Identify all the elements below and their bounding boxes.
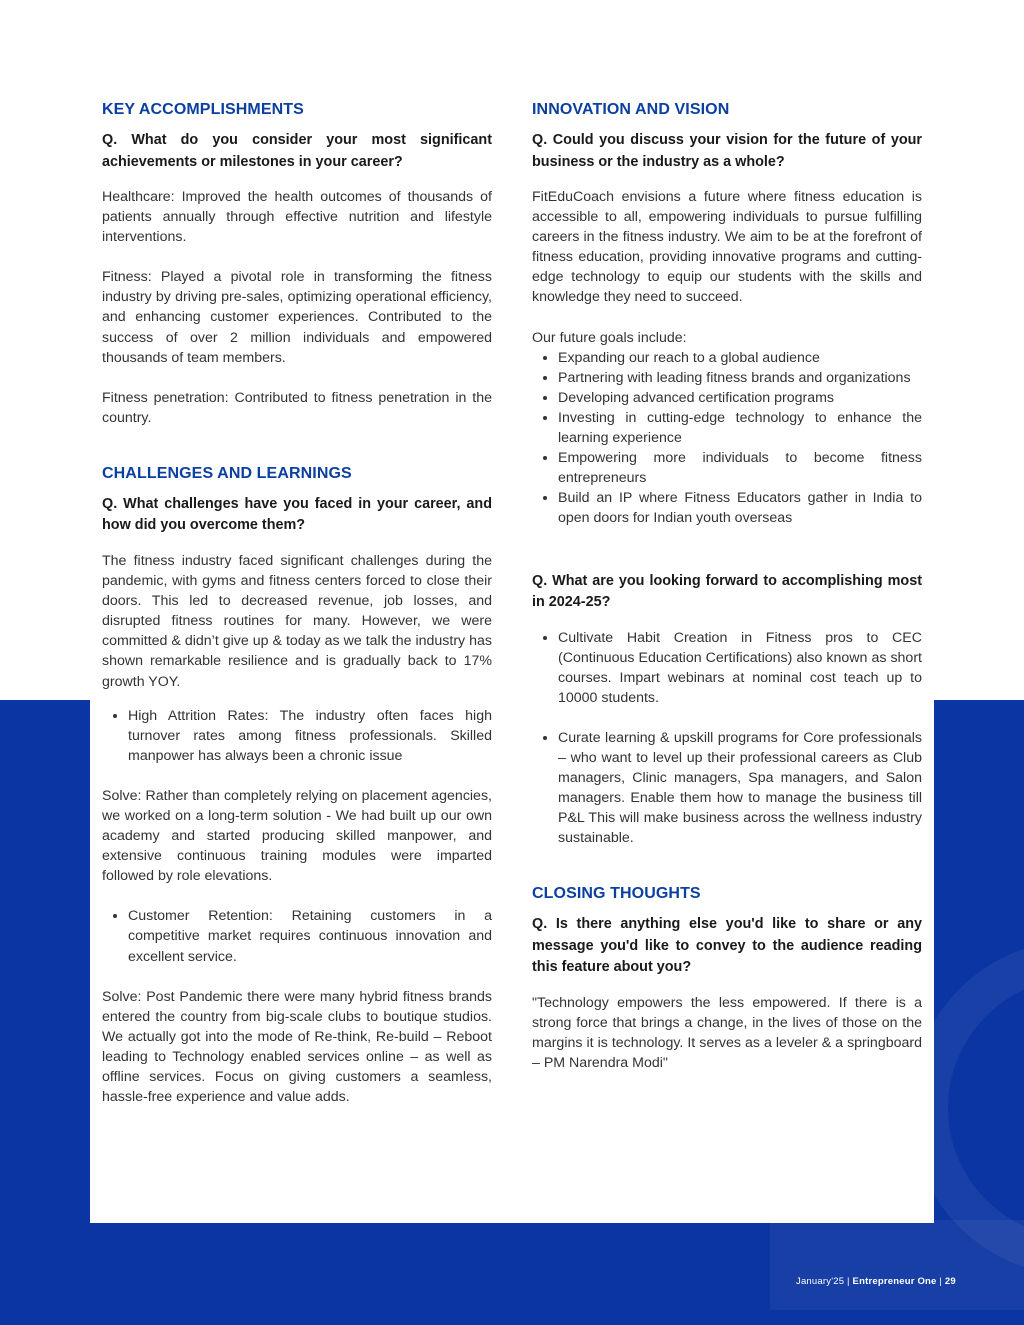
footer-separator: |: [939, 1276, 943, 1287]
list-item: • High Attrition Rates: The industry often faces high turnover rates among fitness professionals. Skilled manpower has always been a chronic issue: [128, 706, 492, 766]
bullet-list: [102, 706, 492, 766]
list-item: • Investing in cutting-edge technology to enhance the learning experience: [558, 408, 922, 448]
list-item: • Developing advanced certification programs: [558, 388, 922, 408]
goals-list: [532, 348, 922, 529]
question: Q. What do you consider your most significant achievements or milestones in your career?: [102, 132, 492, 170]
paragraph: FitEduCoach envisions a future where fitness education is accessible to all, empowering individuals to pursue fulfilling careers in the fitness industry. We aim to be at the forefront of fitness education, providing innovative programs and cutting-edge technology to equip our students with the skills and knowledge they need to succeed.: [532, 189, 922, 306]
paragraph: Fitness: Played a pivotal role in transforming the fitness industry by driving pre-sales, optimizing operational efficiency, and enhancing customer experiences. Contributed to the success of over 2 million individuals and empowered thousands of team members.: [102, 269, 492, 366]
innovation-section: [532, 98, 922, 848]
list-item: • Customer Retention: Retaining customers in a competitive market requires continuous innovation and excellent service.: [128, 906, 492, 966]
paragraph: The fitness industry faced significant challenges during the pandemic, with gyms and fitness centers forced to close their doors. This led to decreased revenue, job losses, and disrupted fitness routines for many. However, we were committed & didn’t give up & today as we talk the industry has shown remarkable resilience and is gradually back to 17% growth YOY.: [102, 552, 492, 690]
left-column: [102, 98, 492, 1107]
section-heading: KEY ACCOMPLISHMENTS: [102, 101, 304, 118]
bullet-list: [532, 628, 922, 708]
quote: "Technology empowers the less empowered. If there is a strong force that brings a change, in the lives of those on the margins it is technology. It serves as a leveler & a springboard – PM Narendra Modi": [532, 994, 922, 1072]
key-accomplishments-section: [102, 98, 492, 428]
section-heading: INNOVATION AND VISION: [532, 101, 730, 118]
question: Q. What challenges have you faced in your career, and how did you overcome them?: [102, 495, 492, 534]
right-column: [532, 98, 922, 1073]
list-item: • Empowering more individuals to become fitness entrepreneurs: [558, 448, 922, 488]
paragraph: Healthcare: Improved the health outcomes of thousands of patients annually through effective nutrition and lifestyle interventions.: [102, 189, 492, 246]
list-item: • Expanding our reach to a global audience: [558, 348, 922, 368]
issue-date: January'25: [796, 1276, 845, 1287]
magazine-name: Entrepreneur One: [852, 1276, 937, 1287]
question: Q. Could you discuss your vision for the future of your business or the industry as a whole?: [532, 132, 922, 170]
footer-separator: |: [847, 1276, 850, 1287]
list-item: • Curate learning & upskill programs for Core professionals – who want to level up their professional careers as Club managers, Clinic managers, Spa managers, and Salon managers. Enable them how to manage the business till P&L This will make business across the wellness industry sustainable.: [558, 728, 922, 849]
section-heading: CHALLENGES AND LEARNINGS: [102, 464, 352, 482]
list-item: • Partnering with leading fitness brands and organizations: [558, 368, 922, 388]
paragraph: Solve: Post Pandemic there were many hybrid fitness brands entered the country from big-scale clubs to boutique studios. We actually got into the mode of Re-think, Re-build – Reboot leading to Technology enabled services online – as well as offline services. Focus on giving customers a seamless, hassle-free experience and value adds.: [102, 988, 492, 1106]
question: Q. Is there anything else you'd like to share or any message you'd like to convey to the audience reading this feature about you?: [532, 916, 922, 976]
question: Q. What are you looking forward to accomplishing most in 2024-25?: [532, 572, 922, 610]
list-item: • Cultivate Habit Creation in Fitness pros to CEC (Continuous Education Certifications) also known as short courses. Impart webinars at nominal cost teach up to 10000 students.: [558, 628, 922, 708]
closing-section: [532, 882, 922, 1073]
paragraph: Fitness penetration: Contributed to fitness penetration in the country.: [102, 389, 492, 426]
list-item: • Build an IP where Fitness Educators gather in India to open doors for Indian youth overseas: [558, 488, 922, 528]
page-number: 29: [944, 1276, 956, 1287]
section-heading: CLOSING THOUGHTS: [532, 885, 701, 903]
bullet-list: [102, 906, 492, 966]
paragraph: Our future goals include:: [532, 329, 687, 346]
decorative-bar: [770, 1220, 1024, 1310]
challenges-section: [102, 462, 492, 1107]
paragraph: Solve: Rather than completely relying on placement agencies, we worked on a long-term solution - We had built up our own academy and started producing skilled manpower, and extensive continuous training modules were imparted followed by role elevations.: [102, 787, 492, 885]
page-footer: [796, 1276, 956, 1287]
bullet-list: [532, 728, 922, 849]
